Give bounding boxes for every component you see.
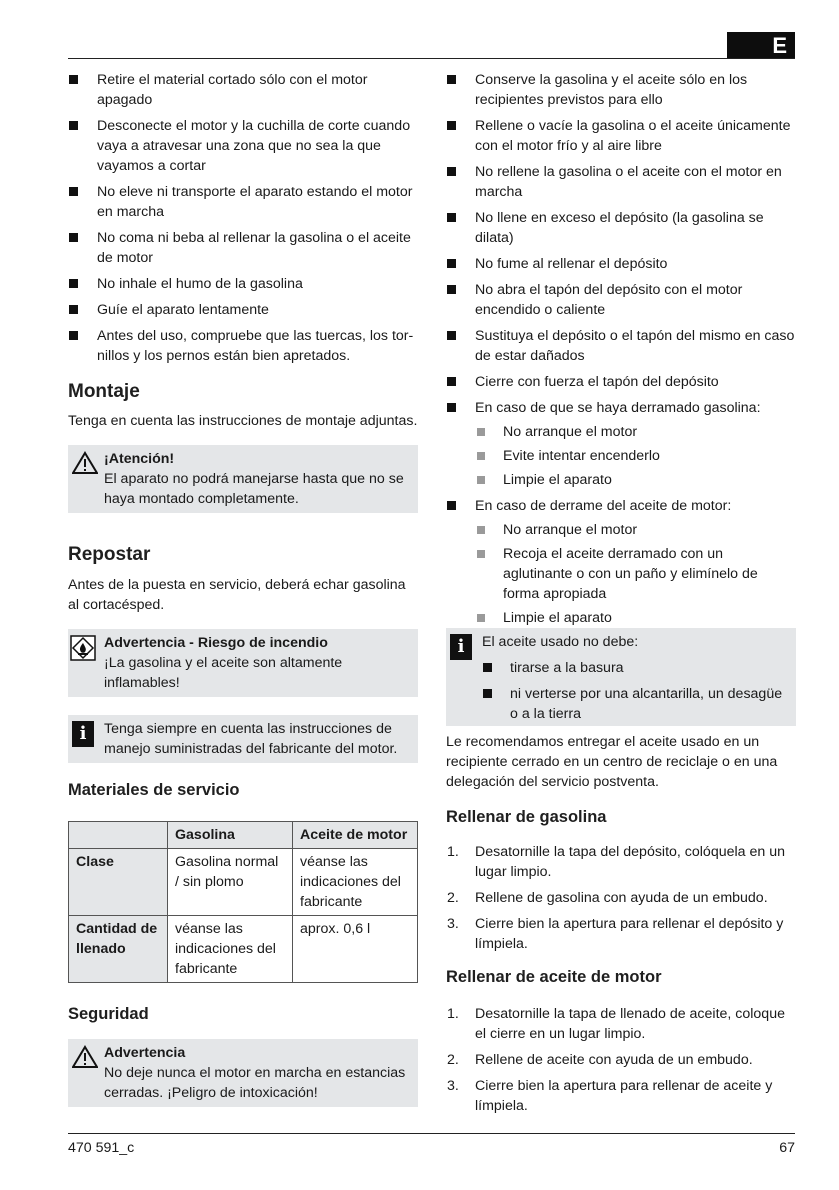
attention-text: El aparato no podrá manejarse hasta que no se haya montado completamente. xyxy=(104,471,404,507)
list-item: Sustituya el depósito o el tapón del mismo en caso de estar dañados xyxy=(446,326,796,366)
info-icon: i xyxy=(72,721,94,747)
materials-table xyxy=(68,821,418,983)
list-item: ni verterse por una alcantarilla, un desagüe o a la tierra xyxy=(482,684,790,724)
table-cell: aprox. 0,6 l xyxy=(293,916,418,983)
fire-warning-title: Advertencia - Riesgo de incendio xyxy=(104,635,328,651)
table-cell: Gasolina normal / sin plomo xyxy=(168,849,293,916)
spill-gasoline-sublist xyxy=(475,422,796,490)
sub-list-item: Limpie el aparato xyxy=(475,470,796,490)
step-item xyxy=(446,1076,796,1116)
fire-warning-box xyxy=(68,629,418,697)
list-item: Antes del uso, compruebe que las tuercas, los tor-nillos y los pernos están bien apretados. xyxy=(68,326,418,366)
attention-box xyxy=(68,445,418,513)
list-item: No inhale el humo de la gasolina xyxy=(68,274,418,294)
spill-gasoline-label: En caso de que se haya derramado gasolina: xyxy=(475,400,761,416)
sub-list-item: Limpie el aparato xyxy=(475,608,796,628)
spill-oil-label: En caso de derrame del aceite de motor: xyxy=(475,498,732,514)
language-tab: E xyxy=(727,32,795,59)
step-text: Desatornille la tapa de llenado de aceite, coloque el cierre en un lugar limpio. xyxy=(475,1006,785,1042)
list-item: Rellene o vacíe la gasolina o el aceite únicamente con el motor frío y al aire libre xyxy=(446,116,796,156)
list-item xyxy=(446,496,796,628)
doc-code: 470 591_c xyxy=(68,1140,135,1156)
info-box-used-oil xyxy=(446,628,796,726)
step-item xyxy=(446,1004,796,1044)
step-item xyxy=(446,914,796,954)
table-cell: véanse las indicaciones del fabricante xyxy=(293,849,418,916)
sub-list-item: No arranque el motor xyxy=(475,520,796,540)
step-text: Cierre bien la apertura para rellenar el depósito y límpiela. xyxy=(475,916,784,952)
table-cell: Cantidad de llenado xyxy=(69,916,168,983)
table-row xyxy=(69,916,418,983)
table-header-cell: Aceite de motor xyxy=(293,822,418,849)
oil-steps xyxy=(446,1004,796,1116)
table-row xyxy=(69,849,418,916)
list-item: No fume al rellenar el depósito xyxy=(446,254,796,274)
repostar-text: Antes de la puesta en servicio, deberá echar gasolina al cortacésped. xyxy=(68,577,406,613)
section-heading-seguridad: Seguridad xyxy=(68,1005,149,1023)
sub-list-item: Recoja el aceite derramado con un aglutinante o con un paño y elimínelo de forma apropiada xyxy=(475,544,796,604)
step-number: 3. xyxy=(447,1078,459,1094)
header-rule xyxy=(68,58,795,59)
step-text: Rellene de aceite con ayuda de un embudo. xyxy=(475,1052,753,1068)
right-column xyxy=(446,70,796,1122)
section-heading-aceite: Rellenar de aceite de motor xyxy=(446,968,662,986)
table-cell: Clase xyxy=(69,849,168,916)
info-icon: i xyxy=(450,634,472,660)
step-item xyxy=(446,1050,796,1070)
step-number: 1. xyxy=(447,844,459,860)
warning-triangle-icon xyxy=(72,451,98,475)
list-item: No abra el tapón del depósito con el motor encendido o caliente xyxy=(446,280,796,320)
safety-warning-text: No deje nunca el motor en marcha en estancias cerradas. ¡Peligro de intoxicación! xyxy=(104,1065,406,1101)
list-item: No coma ni beba al rellenar la gasolina o el aceite de motor xyxy=(68,228,418,268)
list-item: Conserve la gasolina y el aceite sólo en los recipientes previstos para ello xyxy=(446,70,796,110)
gasoline-steps xyxy=(446,842,796,954)
footer-rule xyxy=(68,1133,795,1134)
list-item: No eleve ni transporte el aparato estando el motor en marcha xyxy=(68,182,418,222)
sub-list-item: Evite intentar encenderlo xyxy=(475,446,796,466)
sub-list-item: No arranque el motor xyxy=(475,422,796,442)
info-box-engine xyxy=(68,715,418,763)
list-item: Retire el material cortado sólo con el motor apagado xyxy=(68,70,418,110)
recommend-text: Le recomendamos entregar el aceite usado en un recipiente cerrado en un centro de reciclaje o en una delegación del servicio postventa. xyxy=(446,734,778,790)
table-header-row xyxy=(69,822,418,849)
step-text: Cierre bien la apertura para rellenar de aceite y límpiela. xyxy=(475,1078,773,1114)
list-item: Guíe el aparato lentamente xyxy=(68,300,418,320)
used-oil-list xyxy=(482,658,790,724)
step-number: 2. xyxy=(447,890,459,906)
safety-bullet-list xyxy=(68,70,418,366)
list-item: Desconecte el motor y la cuchilla de corte cuando vaya a atravesar una zona que no sea la que vayamos a cortar xyxy=(68,116,418,176)
fire-hazard-icon xyxy=(70,635,96,661)
list-item: tirarse a la basura xyxy=(482,658,790,678)
table-cell: véanse las indicaciones del fabricante xyxy=(168,916,293,983)
montaje-text: Tenga en cuenta las instrucciones de montaje adjuntas. xyxy=(68,413,418,429)
table-header-cell xyxy=(69,822,168,849)
section-heading-repostar: Repostar xyxy=(68,544,151,565)
table-header-cell: Gasolina xyxy=(168,822,293,849)
spill-oil-sublist xyxy=(475,520,796,628)
section-heading-montaje: Montaje xyxy=(68,381,140,402)
list-item: Cierre con fuerza el tapón del depósito xyxy=(446,372,796,392)
step-number: 1. xyxy=(447,1006,459,1022)
warning-triangle-icon xyxy=(72,1045,98,1069)
info-text: Tenga siempre en cuenta las instrucciones de manejo suministradas del fabricante del motor. xyxy=(104,721,398,757)
step-number: 3. xyxy=(447,916,459,932)
step-item xyxy=(446,888,796,908)
left-column xyxy=(68,70,418,1107)
list-item xyxy=(446,398,796,490)
step-number: 2. xyxy=(447,1052,459,1068)
fire-warning-text: ¡La gasolina y el aceite son altamente inflamables! xyxy=(104,655,343,691)
safety-warning-box xyxy=(68,1039,418,1107)
list-item: No rellene la gasolina o el aceite con el motor en marcha xyxy=(446,162,796,202)
section-heading-gasolina: Rellenar de gasolina xyxy=(446,808,607,826)
attention-title: ¡Atención! xyxy=(104,451,175,467)
step-text: Desatornille la tapa del depósito, colóquela en un lugar limpio. xyxy=(475,844,785,880)
page-number: 67 xyxy=(779,1140,795,1156)
step-item xyxy=(446,842,796,882)
safety-warning-title: Advertencia xyxy=(104,1045,186,1061)
list-item: No llene en exceso el depósito (la gasolina se dilata) xyxy=(446,208,796,248)
used-oil-title: El aceite usado no debe: xyxy=(482,634,639,650)
fuel-bullet-list xyxy=(446,70,796,628)
section-heading-materiales: Materiales de servicio xyxy=(68,781,240,799)
step-text: Rellene de gasolina con ayuda de un embudo. xyxy=(475,890,768,906)
